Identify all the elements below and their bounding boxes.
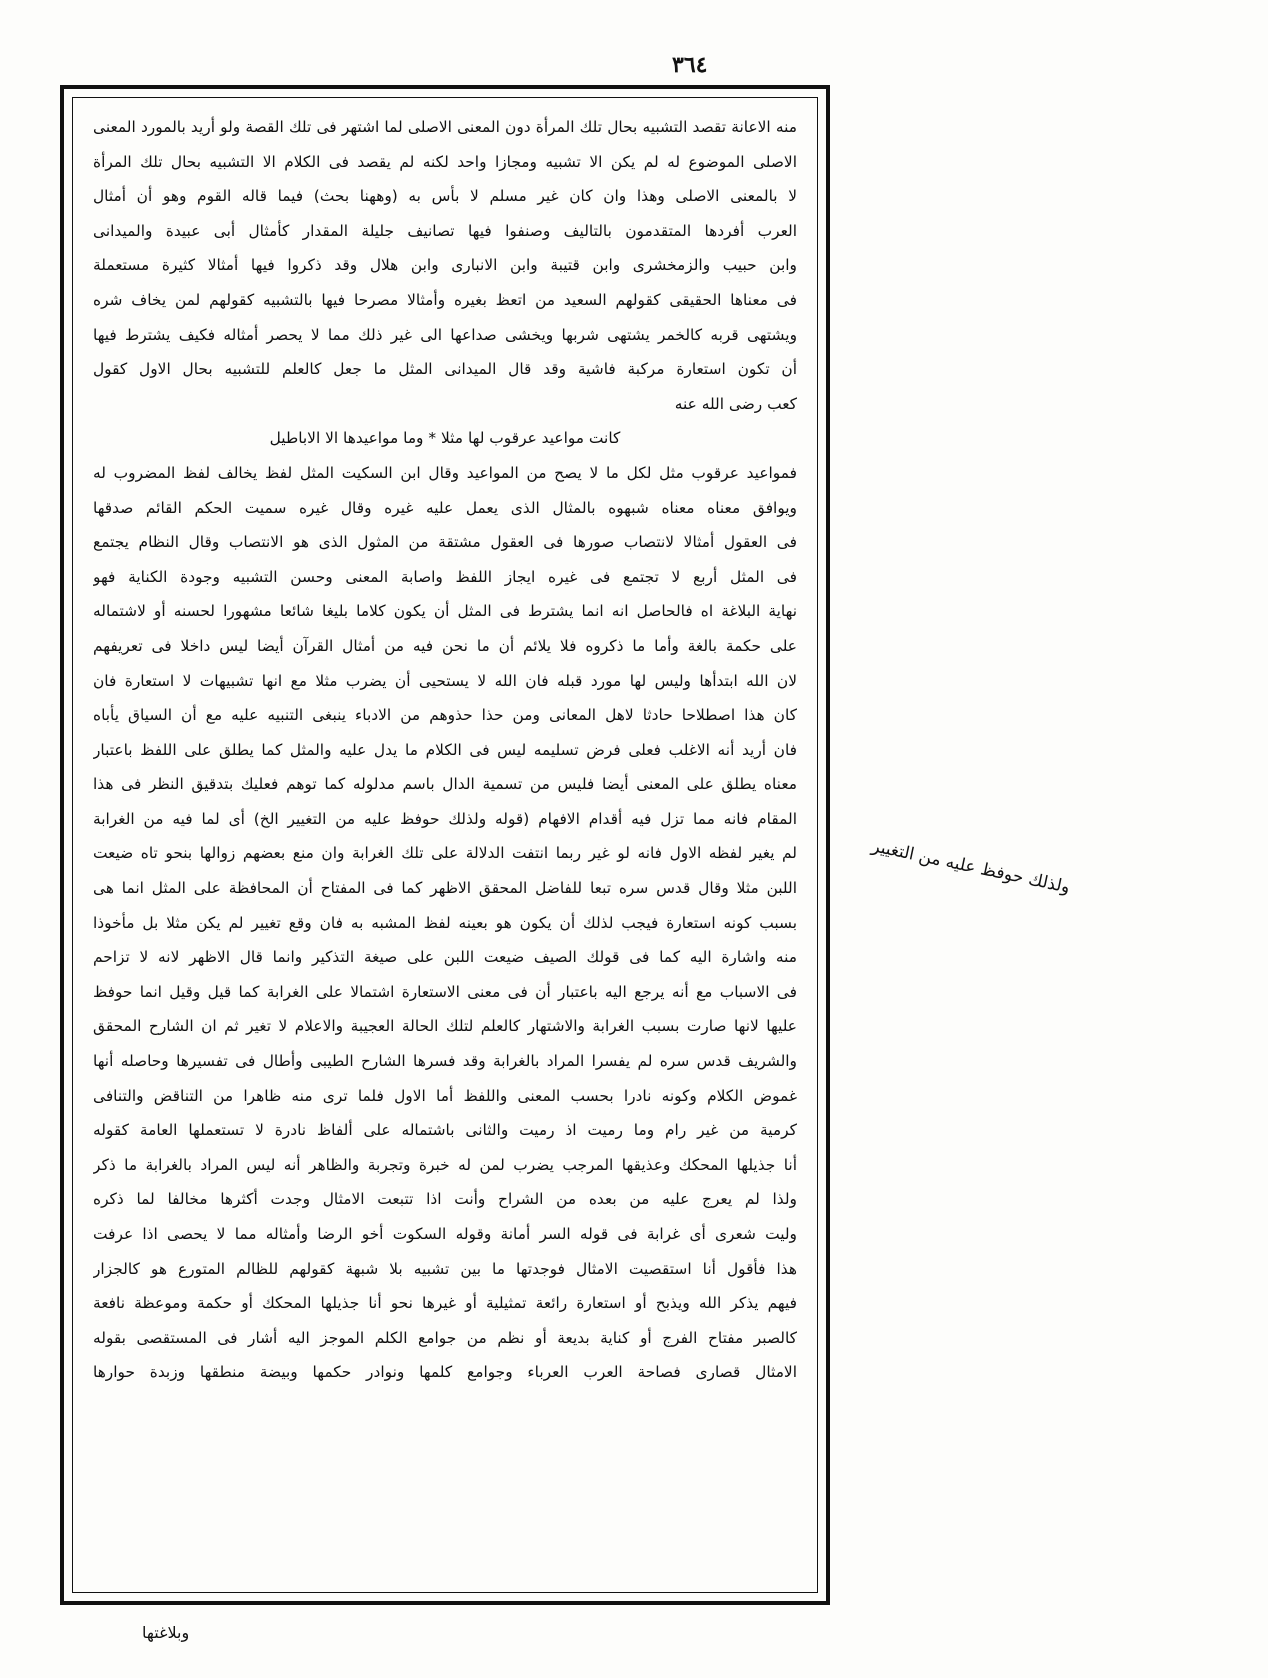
text-line: الاصلى الموضوع له لم يكن الا تشبيه ومجازا واحد لكنه لم يقصد فى الكلام الا التشبيه بحال تلك المرأة [93,152,797,171]
text-line: نهاية البلاغة اه فالحاصل انه انما يشترط فى المثل أن يكون كلاما بليغا شائعا مشهورا لحسنه أو لاشتماله [93,602,797,621]
text-line: كان هذا اصطلاحا حادثا لاهل المعانى ومن حذا حذوهم من الادباء ينبغى التنبيه عليه مع أن السياق يأباه [93,706,797,725]
page-number: ٣٦٤ [672,52,708,78]
text-line: منه الاعانة تقصد التشبيه بحال تلك المرأة دون المعنى الاصلى لما اشتهر فى تلك القصة ولو أريد بالمورد المعنى [93,118,797,136]
text-line: فيهم يذكر الله ويذبح أو استعارة رائعة تمثيلية أو غيرها نحو أنا جذيلها المحكك أو حكمة وموعظة نافعة [93,1294,797,1313]
text-line: هذا فأقول أنا استقصيت الامثال فوجدتها ما بين تشبيه بلا شبهة كقولهم للظالم المتورع هو كالجزار [93,1259,797,1278]
text-line: وابن حبيب والزمخشرى وابن قتيبة وابن الانبارى وابن هلال وقد ذكروا فيها أمثالا كثيرة مستعملة [93,256,797,275]
text-line: معناه يطلق على المعنى أيضا فليس من تسمية الدال باسم مدلوله كما توهم فعليك بتدقيق النظر فى هذا [93,775,797,794]
text-line: الامثال قصارى فصاحة العرب العرباء وجوامع كلمها ونوادر حكمها وبيضة منطقها وزبدة حوارها [93,1363,797,1382]
text-line: أنا جذيلها المحكك وعذيقها المرجب يضرب لمن له خبرة وتجربة والظاهر أنه ليس المراد بالغرابة ما ذكر [93,1155,797,1174]
text-line: على حكمة بالغة وأما ما ذكروه فلا يلائم أن ما نحن فيه من أمثال القرآن أيضا ليس داخلا فى تعريفهم [93,636,797,655]
text-line: العرب أفردها المتقدمون بالتاليف وصنفوا فيها تصانيف جليلة المقدار كأمثال أبى عبيدة والميدانى [93,221,797,240]
text-line: لم يغير لفظه الاول فانه لو غير ربما انتفت الدلالة على تلك الغرابة وان منع بعضهم زوالها بنحو تاه ضيعت [93,844,797,863]
text-line: فمواعيد عرقوب مثل لكل ما لا يصح من المواعيد وقال ابن السكيت المثل لفظ يخالف لفظ المضروب له [93,463,797,482]
text-line: عليها لانها صارت بسبب الغرابة والاشتهار كالعلم لتلك الحالة العجيبة والاعلام لا تغير ثم ان الشارح المحقق [93,1017,797,1036]
text-line: كعب رضى الله عنه [674,394,797,413]
text-line: كرمية من غير رام وما رميت اذ رميت والثانى باشتماله على ألفاظ نادرة لا تستعملها العامة كقوله [93,1121,797,1140]
text-line: والشريف قدس سره لم يفسرا المراد بالغرابة وقد فسرها الشارح الطيبى وأطال فى تفسيرها وحاصله أنها [93,1052,797,1071]
text-line: لا بالمعنى الاصلى وهذا وان كان غير مسلم لا بأس به (وههنا بحث) فيما قاله القوم وهو أن أمثال [93,187,797,206]
text-line: فى الاسباب مع أنه يرجع اليه باعتبار أن فى معنى الاستعارة اشتمالا على الغرابة كما قيل وقيل انما حوفظ [93,982,797,1001]
text-line: وليت شعرى أى غرابة فى قوله السر أمانة وقوله السكوت أخو الرضا وأمثاله مما لا يحصى اذا عرفت [93,1225,797,1243]
inner-frame [72,97,818,1593]
page-frame [60,85,830,1605]
text-line: فان أريد أنه الاغلب فعلى فرض تسليمه ليس فى الكلام ما يدل عليه والمثل كما يطلق على اللفظ باعتبار [93,740,797,759]
main-text [93,110,797,1580]
catchword: وبلاغتها [142,1623,190,1642]
text-line: أن تكون استعارة مركبة فاشية وقد قال الميدانى المثل ما جعل كالعلم للتشبيه بحال الاول كقول [93,360,797,379]
text-line: فى المثل أربع لا تجتمع فى غيره ايجاز اللفظ واصابة المعنى وحسن التشبيه وجودة الكناية فهو [93,567,797,586]
text-line: بسبب كونه استعارة فيجب لذلك أن يكون هو بعينه لفظ المشبه به فان وقع تغيير لم يكن مثلا بل مأخوذا [93,913,797,932]
text-line: ولذا لم يعرج عليه من بعده من الشراح وأنت اذا تتبعت الامثال وجدت أكثرها مخالفا لما ذكره [93,1190,797,1209]
text-line: فى العقول أمثالا لانتصاب صورها فى العقول مشتقة من المثول الذى هو الانتصاب وقال النظام يجتمع [93,533,797,552]
text-line: لان الله ابتدأها وليس لها مورد قبله فان الله لا يستحيى أن يضرب مثلا مع انها تشبيهات لا استعارة فان [93,671,797,690]
text-line: منه واشارة اليه كما فى قولك الصيف ضيعت اللبن على صيغة التذكير وانما قال الاظهر لانه لا تزاحم [93,948,797,967]
text-line: كالصبر مفتاح الفرج أو كناية بديعة أو نظم من جوامع الكلم الموجز اليه أشار فى المستقصى بقوله [93,1328,797,1347]
text-line: غموض الكلام وكونه نادرا بحسب المعنى واللفظ أما الاول فلما ترى منه ظاهرا من التناقض والتنافى [93,1086,797,1105]
text-line: ويوافق معناه معناه شبهوه بالمثال الذى يعمل عليه غيره وقال غيره سميت الحكم القائم صدقها [93,498,797,517]
text-line: اللبن مثلا وقال قدس سره تبعا للفاضل المحقق الاظهر كما فى المفتاح أن المحافظة على المثل انما هى [93,879,797,898]
verse-line: كانت مواعيد عرقوب لها مثلا * وما مواعيدها الا الاباطيل [269,429,621,448]
margin-note: ولذلك حوفظ عليه من التغيير [869,836,1072,898]
text-line: المقام فانه مما تزل فيه أقدام الافهام (قوله ولذلك حوفظ عليه من التغيير الخ) أى لما فيه من الغرابة [93,809,797,828]
text-line: ويشتهى قربه كالخمر يشتهى شربها ويخشى صداعها الى غير ذلك مما لا يحصر أمثاله فكيف يشترط فيها [93,325,797,344]
text-line: فى معناها الحقيقى كقولهم السعيد من اتعظ بغيره وأمثالا مصرحا فيها بالتشبيه كقولهم لمن يخاف شره [93,290,797,309]
